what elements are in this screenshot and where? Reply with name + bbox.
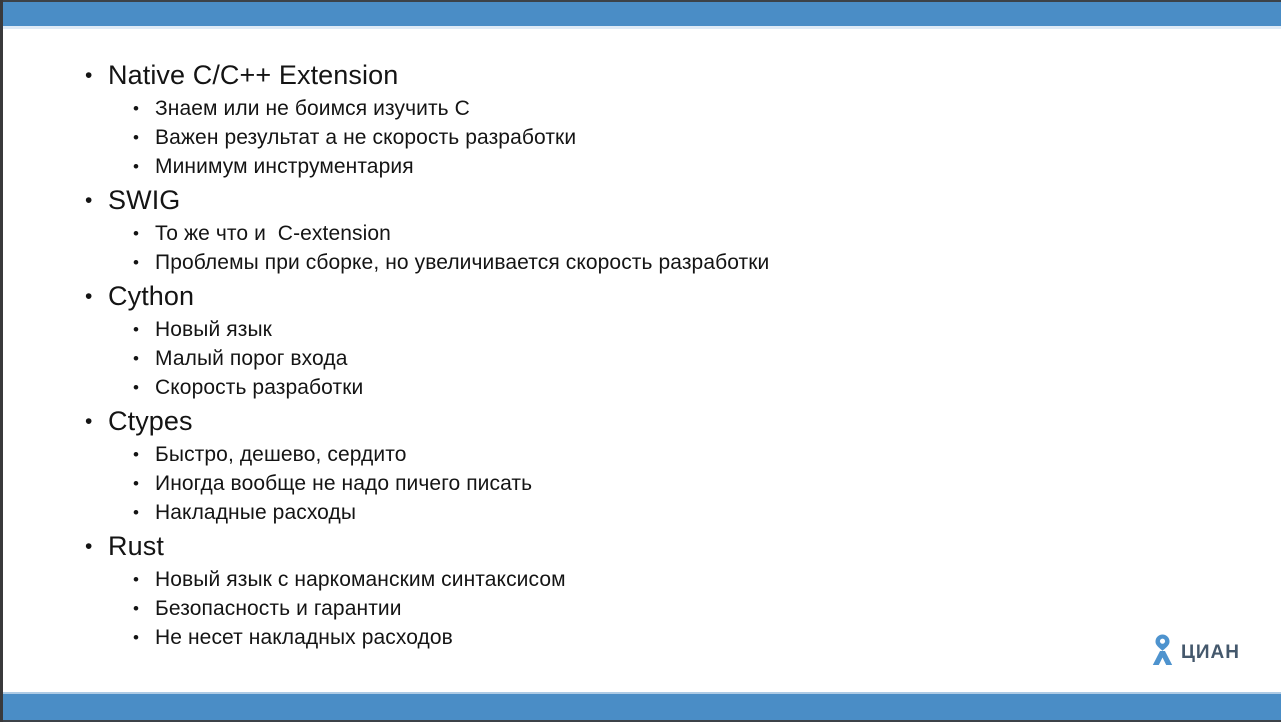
bullet-text: Знаем или не боимся изучить C bbox=[155, 96, 470, 120]
cian-person-pin-icon bbox=[1149, 633, 1176, 666]
section-title-row bbox=[0, 402, 1281, 440]
bullet-icon bbox=[85, 536, 108, 557]
bullet-icon bbox=[133, 446, 155, 463]
section-title-row bbox=[0, 277, 1281, 315]
bullet-text: Важен результат а не скорость разработки bbox=[155, 125, 577, 149]
slide-top-bar bbox=[0, 0, 1281, 29]
bullet-icon bbox=[85, 286, 108, 307]
section-title: Native C/C++ Extension bbox=[108, 59, 399, 90]
section-title: Cython bbox=[108, 280, 195, 311]
bullet-icon bbox=[85, 190, 108, 211]
sub-bullet-list bbox=[0, 94, 1281, 181]
bullet-text: Быстро, дешево, сердито bbox=[155, 442, 407, 466]
bullet-list bbox=[0, 56, 1281, 652]
bullet-text: Накладные расходы bbox=[155, 500, 357, 524]
section-title: SWIG bbox=[108, 184, 181, 215]
section-native-c-extension bbox=[0, 56, 1281, 181]
list-item bbox=[0, 469, 1281, 498]
section-swig bbox=[0, 181, 1281, 277]
bullet-text: Не несет накладных расходов bbox=[155, 625, 453, 649]
list-item bbox=[0, 123, 1281, 152]
list-item bbox=[0, 373, 1281, 402]
section-title: Rust bbox=[108, 530, 164, 561]
sub-bullet-list bbox=[0, 219, 1281, 277]
bullet-icon bbox=[133, 350, 155, 367]
sub-bullet-list bbox=[0, 565, 1281, 652]
list-item bbox=[0, 498, 1281, 527]
bullet-icon bbox=[133, 158, 155, 175]
list-item bbox=[0, 594, 1281, 623]
bullet-text: Минимум инструментария bbox=[155, 154, 414, 178]
bullet-icon bbox=[133, 504, 155, 521]
cian-logo-text: ЦИАН bbox=[1181, 642, 1240, 663]
section-ctypes bbox=[0, 402, 1281, 527]
bullet-icon bbox=[133, 100, 155, 117]
section-title-row bbox=[0, 527, 1281, 565]
section-title-row bbox=[0, 181, 1281, 219]
list-item bbox=[0, 315, 1281, 344]
bullet-text: То же что и C-extension bbox=[155, 221, 391, 245]
bullet-icon bbox=[133, 129, 155, 146]
list-item bbox=[0, 344, 1281, 373]
bullet-icon bbox=[133, 321, 155, 338]
bullet-icon bbox=[133, 571, 155, 588]
bullet-text: Новый язык bbox=[155, 317, 272, 341]
bullet-text: Новый язык с наркоманским синтаксисом bbox=[155, 567, 566, 591]
bullet-text: Малый порог входа bbox=[155, 346, 348, 370]
sub-bullet-list bbox=[0, 315, 1281, 402]
section-title: Ctypes bbox=[108, 405, 193, 436]
bullet-text: Безопасность и гарантии bbox=[155, 596, 402, 620]
bullet-text: Проблемы при сборке, но увеличивается скорость разработки bbox=[155, 250, 770, 274]
slide-bottom-bar bbox=[0, 692, 1281, 722]
bullet-text: Иногда вообще не надо пичего писать bbox=[155, 471, 533, 495]
slide-content bbox=[0, 29, 1281, 692]
bullet-icon bbox=[133, 254, 155, 271]
list-item bbox=[0, 623, 1281, 652]
section-cython bbox=[0, 277, 1281, 402]
bullet-icon bbox=[133, 600, 155, 617]
bullet-text: Скорость разработки bbox=[155, 375, 364, 399]
bullet-icon bbox=[85, 65, 108, 86]
bullet-icon bbox=[133, 379, 155, 396]
section-title-row bbox=[0, 56, 1281, 94]
sub-bullet-list bbox=[0, 440, 1281, 527]
cian-logo bbox=[1149, 633, 1240, 666]
list-item bbox=[0, 248, 1281, 277]
bullet-icon bbox=[85, 411, 108, 432]
list-item bbox=[0, 152, 1281, 181]
slide-left-border bbox=[0, 0, 3, 722]
section-rust bbox=[0, 527, 1281, 652]
bullet-icon bbox=[133, 475, 155, 492]
bullet-icon bbox=[133, 225, 155, 242]
list-item bbox=[0, 94, 1281, 123]
bullet-icon bbox=[133, 629, 155, 646]
list-item bbox=[0, 219, 1281, 248]
list-item bbox=[0, 565, 1281, 594]
list-item bbox=[0, 440, 1281, 469]
